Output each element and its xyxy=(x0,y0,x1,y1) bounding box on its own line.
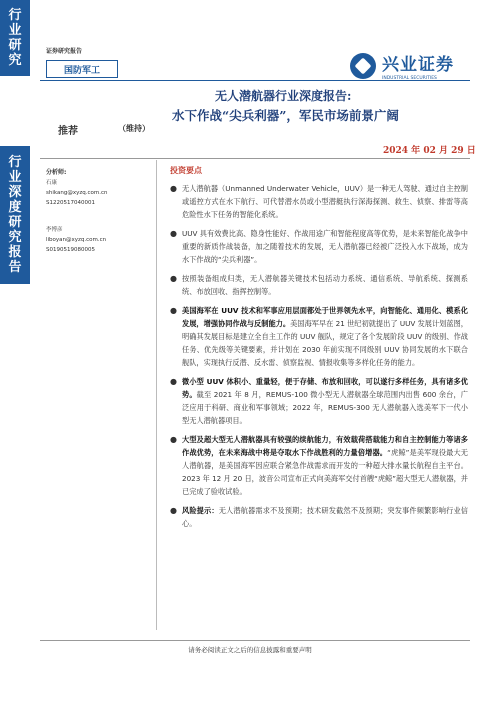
bullet-icon: ● xyxy=(170,274,177,283)
report-type: 证券研究报告 xyxy=(46,48,83,55)
analyst-email[interactable]: liboyan@xyzq.com.cn xyxy=(46,237,107,243)
bullet-text: 美国海军早在 21 世纪初就提出了 UUV 发展计划蓝图，明确其发展目标是建立全自主工作的 UUV 舰队，规定了各个发展阶段 UUV 的级别、作战任务、优先级等关键要素，并计划在 2030 年前实现不同级别 UUV 协同发展的水下联合舰队，实现执行反潜、反水雷、侦察监视、情报收集等多样化任务的能力。 xyxy=(182,319,468,367)
list-item xyxy=(170,433,468,498)
industry-badge: 国防军工 xyxy=(46,60,118,78)
rating-label: 推荐 xyxy=(58,126,78,137)
rating-note: （维持） xyxy=(118,123,150,133)
analyst-name: 石康 xyxy=(46,180,58,186)
sidebar-char: 究 xyxy=(8,53,22,68)
summary-list xyxy=(170,182,468,536)
bullet-icon: ● xyxy=(170,506,177,515)
bullet-icon: ● xyxy=(170,184,177,193)
analyst-panel xyxy=(46,168,154,255)
sidebar-char: 研 xyxy=(8,38,22,53)
sidebar-char: 行 xyxy=(8,155,22,170)
analyst-license: S1220517040001 xyxy=(46,200,95,206)
report-title-line1: 无人潜航器行业深度报告: xyxy=(215,89,352,103)
list-item xyxy=(170,182,468,221)
bullet-icon: ● xyxy=(170,377,177,386)
sidebar-block-top xyxy=(0,0,30,76)
sidebar-char: 报 xyxy=(8,245,22,260)
bullet-text: 无人潜航器需求不及预期；技术研发截然不及预期；突发事件频繁影响行业信心。 xyxy=(182,506,468,528)
list-item xyxy=(170,375,468,427)
header-divider xyxy=(40,80,470,81)
list-item xyxy=(170,272,468,298)
list-item xyxy=(170,504,468,530)
analyst-name: 李博彦 xyxy=(46,227,63,233)
bullet-text: 按照装备组成归类，无人潜航器关键技术包括动力系统、通信系统、导航系统、探测系统、布放回收、指挥控制等。 xyxy=(182,274,468,296)
sidebar-char: 行 xyxy=(8,8,22,23)
list-item xyxy=(170,304,468,369)
analyst-email[interactable]: shikang@xyzq.com.cn xyxy=(46,190,108,196)
analyst-license: S0190519080005 xyxy=(46,247,95,253)
sidebar-char: 业 xyxy=(8,170,22,185)
bullet-icon: ● xyxy=(170,229,177,238)
sidebar-char: 究 xyxy=(8,230,22,245)
bullet-icon: ● xyxy=(170,435,177,444)
bullet-bold: 风险提示： xyxy=(182,506,219,515)
sidebar-char: 业 xyxy=(8,23,22,38)
sidebar-char: 深 xyxy=(8,185,22,200)
summary-heading: 投资要点 xyxy=(170,166,202,175)
report-title-line2: 水下作战“尖兵利器”，军民市场前景广阔 xyxy=(172,108,399,123)
bullet-text: “虎鲸”是美军现役最大无人潜航器，是美国海军因应联合紧急作战需求而开发的一种超大排水量长航程自主平台。2023 年 12 月 20 日，波音公司宣布正式向美海军交付首艘“虎鲸”超大型无人潜航器，并已完成了验收试验。 xyxy=(182,448,468,496)
list-item xyxy=(170,227,468,266)
footer-disclaimer: 请务必阅读正文之后的信息披露和重要声明 xyxy=(188,646,312,654)
company-logo xyxy=(350,50,454,81)
column-divider xyxy=(156,160,157,630)
bullet-text: 截至 2021 年 8 月，REMUS-100 微小型无人潜航器全球范围内出售 600 余台，广泛应用于科研、商业和军事领域；2022 年，REMUS-300 无人潜航器入选美军下一代小型无人潜航器项目。 xyxy=(182,390,468,425)
logo-name-en: INDUSTRIAL SECURITIES xyxy=(382,76,437,81)
bullet-bold: 微小型 UUV 体积小、重量轻，便于存储、布放和回收，可以遂行多样任务，具有诸多优势。 xyxy=(182,377,468,399)
sidebar-char: 度 xyxy=(8,200,22,215)
logo-name-cn: 兴业证券 xyxy=(382,55,454,75)
bullet-icon: ● xyxy=(170,306,177,315)
sidebar-block-middle xyxy=(0,146,30,284)
analyst-heading: 分析师: xyxy=(46,169,67,176)
bullet-bold: 美国海军在 UUV 技术和军事应用层面都处于世界领先水平，向智能化、通用化、模系化发展，增强协同作战与反制能力。 xyxy=(182,306,468,328)
bullet-bold: 大型及超大型无人潜航器具有较强的续航能力，有效载荷搭载能力和自主控制能力等诸多作战优势，在未来海战中将是夺取水下作战胜利的力量倍增器。 xyxy=(182,435,468,457)
title-divider xyxy=(40,158,470,159)
bullet-text: 无人潜航器（Unmanned Underwater Vehicle，UUV）是一种无人驾驶、通过自主控制或遥控方式在水下航行、可代替潜水员或小型潜艇执行深海探测、救生、侦察、排雷等高危险性水下任务的智能化系统。 xyxy=(182,184,468,219)
bullet-text: UUV 具有效费比高、隐身性能好、作战用途广和智能程度高等优势，是未来智能化战争中重要的新质作战装备，加之随着技术的发展，无人潜航器已经被广泛投入水下战场，成为水下作战的“尖兵利器”。 xyxy=(182,229,468,264)
sidebar-char: 告 xyxy=(8,260,22,275)
logo-icon xyxy=(350,53,376,79)
footer-divider xyxy=(40,640,470,641)
sidebar-char: 研 xyxy=(8,215,22,230)
report-date: 2024 年 02 月 29 日 xyxy=(383,146,476,156)
